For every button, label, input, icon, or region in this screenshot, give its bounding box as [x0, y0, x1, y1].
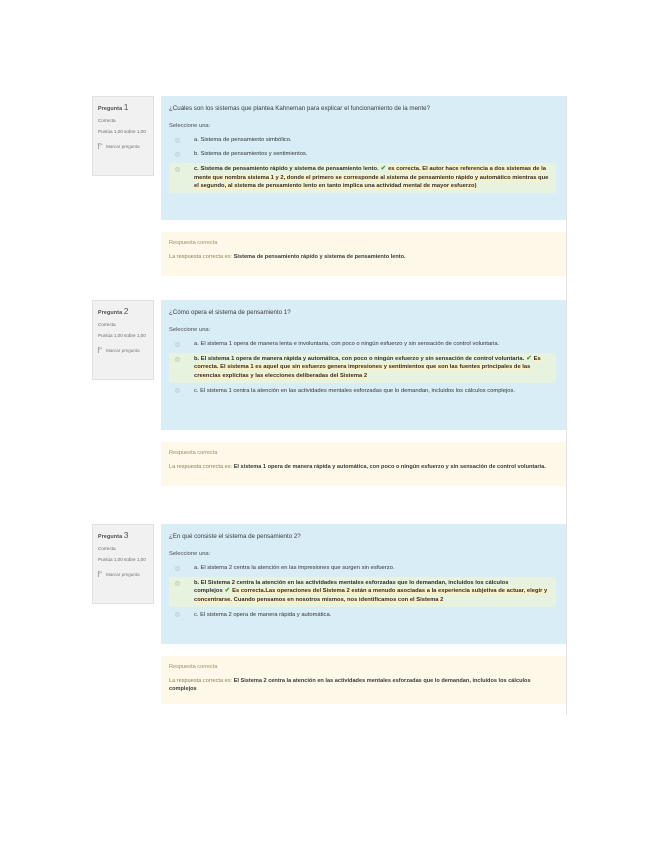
flag-question-button-2[interactable] [98, 347, 148, 354]
flag-icon [98, 571, 103, 577]
flag-question-button-3[interactable] [98, 571, 148, 578]
answer-option-1b[interactable] [169, 149, 556, 159]
question-number-3: 3 [123, 530, 129, 540]
answer-option-2b[interactable] [169, 353, 556, 383]
answer-option-3a[interactable] [169, 563, 556, 573]
question-state-3: Correcta [98, 546, 116, 551]
question-label-text-1: Pregunta [98, 106, 123, 112]
answer-option-1c[interactable] [169, 163, 556, 193]
feedback-panel-1 [161, 232, 566, 276]
answer-letter-2c: c. [194, 387, 199, 394]
answer-text-2b [180, 355, 554, 380]
answer-text-1a [180, 136, 554, 144]
check-icon: ✔ [380, 165, 387, 173]
question-stem-2: ¿Cómo opera el sistema de pensamiento 1? [169, 309, 291, 316]
flag-question-button-1[interactable] [98, 143, 148, 150]
feedback-panel-3 [161, 656, 566, 704]
answer-letter-1a: a. [194, 137, 199, 143]
question-number-label-1 [98, 103, 148, 113]
question-grade-2: Puntúa 1,00 sobre 1,00 [98, 333, 146, 338]
flag-icon [98, 143, 103, 149]
question-stem-3: ¿En qué consiste el sistema de pensamiento 2? [169, 533, 301, 540]
flag-icon [98, 347, 103, 353]
select-one-prompt-1: Seleccione una: [169, 123, 211, 129]
answer-body-1b: Sistema de pensamientos y sentimientos. [200, 151, 308, 158]
check-icon: ✔ [224, 587, 231, 595]
question-grade-1: Puntúa 1,00 sobre 1,00 [98, 129, 146, 134]
answer-list-1 [169, 135, 556, 193]
content-right-rule [566, 96, 567, 715]
answer-letter-2b: b. [194, 356, 200, 363]
question-content-2 [161, 300, 566, 430]
feedback-body-2 [169, 463, 556, 471]
answer-option-3c[interactable] [169, 610, 556, 620]
question-number-label-2 [98, 307, 148, 317]
answer-letter-1c: c. [194, 166, 199, 173]
answer-letter-3c: c. [194, 611, 199, 618]
flag-question-label-3: Marcar pregunta [106, 571, 140, 577]
answer-letter-1b: b. [194, 151, 199, 158]
answer-body-1c: Sistema de pensamiento rápido y sistema de pensamiento lento. [200, 166, 379, 173]
answer-text-2a [180, 340, 554, 348]
answer-option-3b[interactable] [169, 577, 556, 607]
question-state-2: Correcta [98, 322, 116, 327]
answer-body-3b: El Sistema 2 centra la atención en las actividades mentales esforzadas que lo demandan, incluidos los cálculos complejos [194, 580, 509, 595]
answer-body-2a: El sistema 1 opera de manera lenta e involuntaria, con poco o ningún esfuerzo y sin sensación de control voluntaria. [200, 341, 500, 347]
feedback-answer-1: Sistema de pensamiento rápido y sistema de pensamiento lento. [233, 254, 406, 260]
answer-text-2c [180, 387, 554, 395]
question-grade-3: Puntúa 1,00 sobre 1,00 [98, 557, 146, 562]
feedback-answer-3: El Sistema 2 centra la atención en las actividades mentales esforzadas que lo demandan, incluidos los cálculos complejos [169, 678, 531, 693]
answer-option-2c[interactable] [169, 386, 556, 396]
question-number-1: 1 [123, 102, 129, 112]
feedback-body-3 [169, 677, 556, 693]
feedback-body-1 [169, 253, 556, 261]
select-one-prompt-3: Seleccione una: [169, 551, 211, 557]
answer-text-1b [180, 150, 554, 158]
feedback-panel-2 [161, 442, 566, 486]
question-stem-1: ¿Cuáles son los sistemas que plantea Kahneman para explicar el funcionamiento de la mente? [169, 105, 431, 112]
feedback-answer-2: El sistema 1 opera de manera rápida y automática, con poco o ningún esfuerzo y sin sensación de control voluntaria. [233, 464, 546, 470]
answer-feedback-highlight-3b: Sistema 2 [416, 596, 444, 603]
answer-text-1c [180, 165, 554, 190]
answer-option-2a[interactable] [169, 339, 556, 349]
answer-list-3 [169, 563, 556, 620]
feedback-title-1: Respuesta correcta [169, 240, 218, 246]
question-content-1 [161, 96, 566, 220]
flag-question-label-2: Marcar pregunta [106, 347, 140, 353]
question-number-2: 2 [123, 306, 129, 316]
answer-feedback-1c: es correcta. El autor hace referencia a dos sistemas de la mente que nombra sistema 1 y 2, donde el primero se corresponde al sistema de pensamiento rápido y automático mientras que el segundo, al sistema de pensamiento lento en tanto implica una actividad mental de mayor esfuerzo) [194, 166, 549, 189]
answer-letter-3b: b. [194, 580, 200, 587]
feedback-lead-3: La respuesta correcta es: [169, 678, 233, 684]
feedback-lead-2: La respuesta correcta es: [169, 464, 233, 470]
answer-body-2b: El sistema 1 opera de manera rápida y automática, con poco o ningún esfuerzo y sin sensación de control voluntaria. [200, 356, 525, 363]
question-number-label-3 [98, 531, 148, 541]
question-info-panel-2 [92, 300, 154, 380]
answer-body-1a: Sistema de pensamiento simbólico. [200, 137, 292, 143]
check-icon: ✔ [526, 355, 532, 363]
question-content-3 [161, 524, 566, 644]
question-label-text-2: Pregunta [98, 310, 123, 316]
answer-body-2c: El sistema 1 centra la atención en las actividades mentales esforzadas que lo demandan, incluidos los cálculos complejos. [200, 387, 515, 394]
feedback-title-3: Respuesta correcta [169, 664, 218, 670]
answer-feedback-3b: Es correcta.Las operaciones del Sistema 2 están a menudo asociadas a la experiencia subjetiva de actuar, elegir y concentrarse. Cuando pensamos en nosotros mismos, nos identificamos con el [194, 588, 548, 603]
feedback-lead-1: La respuesta correcta es: [169, 254, 233, 260]
flag-question-label-1: Marcar pregunta [106, 143, 140, 149]
answer-letter-2a: a. [194, 341, 199, 347]
answer-list-2 [169, 339, 556, 396]
answer-text-3b [180, 579, 554, 604]
select-one-prompt-2: Seleccione una: [169, 327, 211, 333]
feedback-title-2: Respuesta correcta [169, 450, 218, 456]
answer-body-3a: El sistema 2 centra la atención en las impresiones que surgen sin esfuerzo. [200, 565, 395, 571]
question-label-text-3: Pregunta [98, 534, 123, 540]
answer-feedback-2b: Es correcta. El sistema 1 es aquel que sin esfuerzo genera impresiones y sentimientos que son las fuentes principales de las creencias explícitas y las elecciones deliberadas del Sistema 2 [194, 356, 541, 379]
answer-body-3c: El sistema 2 opera de manera rápida y automática. [200, 611, 332, 618]
question-info-panel-1 [92, 96, 154, 176]
answer-text-3a [180, 564, 554, 572]
answer-letter-3a: a. [194, 565, 199, 571]
answer-text-3c [180, 611, 554, 619]
answer-option-1a[interactable] [169, 135, 556, 145]
question-info-panel-3 [92, 524, 154, 604]
question-state-1: Correcta [98, 118, 116, 123]
